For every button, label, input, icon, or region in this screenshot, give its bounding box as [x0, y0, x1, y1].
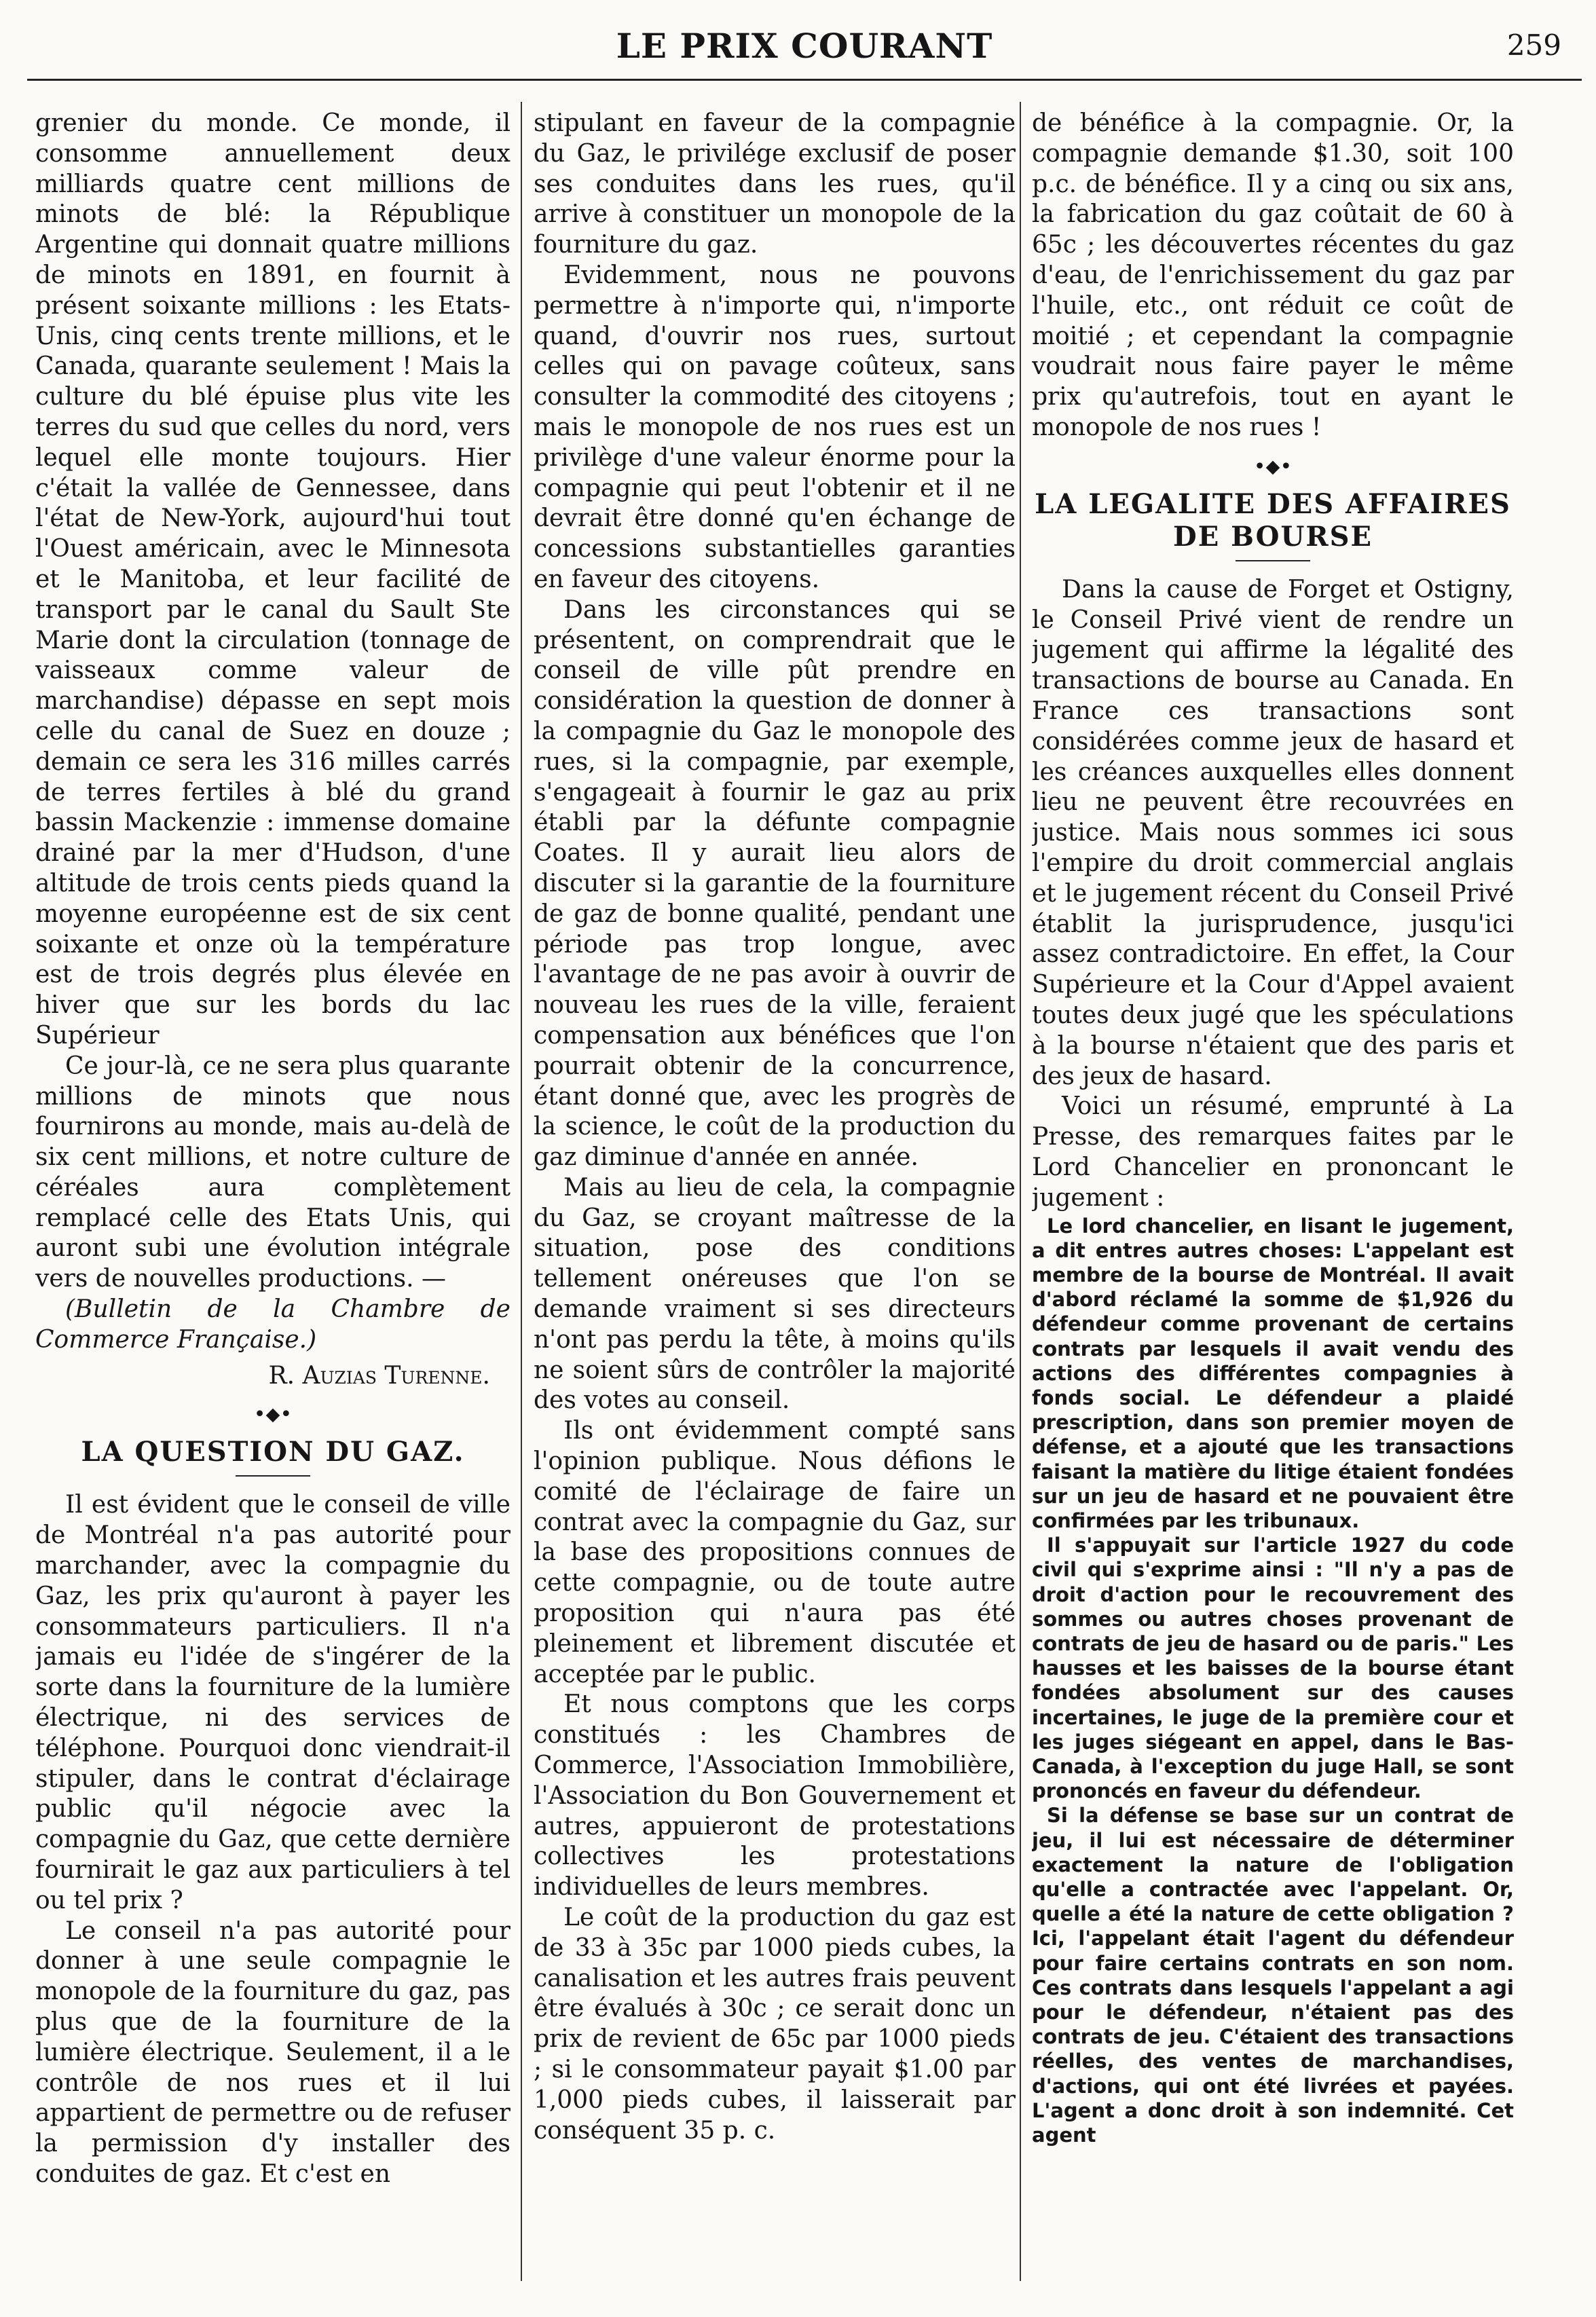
short-rule [1236, 560, 1310, 561]
column-3 [1032, 109, 1514, 2147]
paragraph: Voici un résumé, emprunté à La Presse, des remarques faites par le Lord Chancelier en prononcant le jugement : [1032, 1092, 1514, 1212]
column-1 [35, 109, 511, 2190]
paragraph: Mais au lieu de cela, la compagnie du Gaz, se croyant maîtresse de la situation, pose des conditions tellement onéreuses que l'on se demande vraiment si ses directeurs n'ont pas perdu la tête, à moins qu'ils ne soient sûrs de contrôler la majorité des votes au conseil. [534, 1173, 1016, 1415]
short-rule [236, 1475, 310, 1477]
paragraph: Il s'appuyait sur l'article 1927 du code civil qui s'exprime ainsi : "Il n'y a pas de droit d'action pour le recouvrement des sommes ou autres choses provenant de contrats de jeu de hasard ou de paris." Les hausses et les baisses de la bourse étant fondées absolument sur des causes incertaines, le juge de la première cour et les juges siégeant en appel, dans le Bas-Canada, à l'exception du juge Hall, se sont prononcés en faveur du défendeur. [1032, 1534, 1514, 1803]
column-2 [534, 109, 1016, 2146]
paragraph: de bénéfice à la compagnie. Or, la compagnie demande $1.30, soit 100 p.c. de bénéfice. Il y a cinq ou six ans, la fabrication du gaz coûtait de 60 à 65c ; les découvertes récentes du gaz d'eau, de l'enrichissement du gaz par l'huile, etc., ont réduit ce coût de moitié ; et cependant la compagnie voudrait nous faire payer le même prix qu'autrefois, tout en ayant le monopole de nos rues ! [1032, 109, 1514, 441]
paragraph: Le lord chancelier, en lisant le jugement, a dit entres autres choses: L'appelant est membre de la bourse de Montréal. Il avait d'abord réclamé la somme de $1,926 du défendeur comme provenant de certains contrats par lesquels il avait vendu des actions des différentes compagnies à fonds social. Le défendeur a plaidé prescription, dans son premier moyen de défense, et a ajouté que les transactions faisant la matière du litige étaient fondées sur un jeu de hasard et ne pouvaient être confirmées par les tribunaux. [1032, 1214, 1514, 1532]
column-divider [521, 102, 522, 2281]
author-signature: R. Auzias Turenne. [268, 1361, 490, 1390]
page-header [27, 19, 1582, 67]
source-citation: (Bulletin de la Chambre de Commerce Française.) [35, 1295, 511, 1354]
section-title-gaz: LA QUESTION DU GAZ. [81, 1436, 465, 1468]
paragraph: Evidemment, nous ne pouvons permettre à n'importe qui, n'importe quand, d'ouvrir nos rues, surtout celles qui on pavage coûteux, sans consulter la commodité des citoyens ; mais le monopole de nos rues est un privilège d'une valeur énorme pour la compagnie qui peut l'obtenir et il ne devrait être donné qu'en échange de concessions substantielles garanties en faveur des citoyens. [534, 261, 1016, 593]
paragraph: Dans les circonstances qui se présentent, on comprendrait que le conseil de ville pût prendre en considération la question de donner à la compagnie du Gaz le monopole des rues, si la compagnie, par exemple, s'engageait à fournir le gaz au prix établi par la défunte compagnie Coates. Il y aurait lieu alors de discuter si la garantie de la fourniture de gaz de bonne qualité, pendant une période pas trop longue, avec l'avantage de ne pas avoir à ouvrir de nouveau les rues de la ville, feraient compensation aux bénéfices que l'on pourrait obtenir de la concurrence, étant donné que, avec les progrès de la science, le coût de la production du gaz diminue d'année en année. [534, 595, 1016, 1172]
paragraph: Ce jour-là, ce ne sera plus quarante millions de minots que nous fournirons au monde, mais au-delà de six cent millions, et notre culture de céréales aura complètement remplacé celle des Etats Unis, qui auront subi une évolution intégrale vers de nouvelles productions. — [35, 1052, 511, 1293]
quoted-summary [1032, 1214, 1514, 2148]
ornament-divider: •⬥• [1253, 454, 1293, 479]
header-rule [27, 79, 1582, 81]
journal-title: LE PRIX COURANT [616, 26, 993, 66]
column-divider [1020, 102, 1021, 2281]
paragraph: Et nous comptons que les corps constitués : les Chambres de Commerce, l'Association Immobilière, l'Association du Bon Gouvernement et autres, appuieront de protestations collectives les protestations individuelles de leurs membres. [534, 1690, 1016, 1902]
paragraph: Dans la cause de Forget et Ostigny, le Conseil Privé vient de rendre un jugement qui affirme la légalité des transactions de bourse au Canada. En France ces transactions sont considérées comme jeux de hasard et les créances auxquelles elles donnent lieu ne peuvent être recouvrées en justice. Mais nous sommes ici sous l'empire du droit commercial anglais et le jugement récent du Conseil Privé établit la jurisprudence, jusqu'ici assez contradictoire. En effet, la Cour Supérieure et la Cour d'Appel avaient toutes deux jugé que les spéculations à la bourse n'étaient que des paris et des jeux de hasard. [1032, 575, 1514, 1090]
paragraph: Il est évident que le conseil de ville de Montréal n'a pas autorité pour marchander, avec la compagnie du Gaz, les prix qu'auront à payer les consommateurs particuliers. Il n'a jamais eu l'idée de s'ingérer de la sorte dans la fourniture de la lumière électrique, ni des services de téléphone. Pourquoi donc viendrait-il stipuler, dans le contrat d'éclairage public qu'il négocie avec la compagnie du Gaz, que cette dernière fournirait le gaz aux particuliers à tel ou tel prix ? [35, 1491, 511, 1914]
section-title-bourse: LA LEGALITE DES AFFAIRES DE BOURSE [1035, 487, 1511, 553]
page-number: 259 [1506, 29, 1561, 62]
paragraph: stipulant en faveur de la compagnie du Gaz, le privilége exclusif de poser ses conduites dans les rues, qu'il arrive à constituer un monopole de la fourniture du gaz. [534, 109, 1016, 259]
paragraph: Si la défense se base sur un contrat de jeu, il lui est nécessaire de déterminer exactement la nature de l'obligation qu'elle a contractée avec l'appelant. Or, quelle a été la nature de cette obligation ? Ici, l'appelant était l'agent du défendeur pour faire certains contrats en son nom. Ces contrats dans lesquels l'appelant a agi pour le défendeur, n'étaient pas des contrats de jeu. C'étaient des transactions réelles, des ventes de marchandises, d'actions, qui ont été livrées et payées. L'agent a donc droit à son indemnité. Cet agent [1032, 1804, 1514, 2147]
paragraph: Le conseil n'a pas autorité pour donner à une seule compagnie le monopole de la fourniture du gaz, pas plus que de la fourniture de la lumière électrique. Seulement, il a le contrôle de nos rues et il lui appartient de permettre ou de refuser la permission d'y installer des conduites de gaz. Et c'est en [35, 1916, 511, 2188]
ornament-divider: •⬥• [253, 1403, 293, 1427]
paragraph: grenier du monde. Ce monde, il consomme annuellement deux milliards quatre cent millions de minots de blé: la République Argentine qui donnait quatre millions de minots en 1891, en fournit à présent soixante millions : les Etats-Unis, cinq cents trente millions, et le Canada, quarante seulement ! Mais la culture du blé épuise plus vite les terres du sud que celles du nord, vers lequel elle monte toujours. Hier c'était la vallée de Gennessee, dans l'état de New-York, aujourd'hui tout l'Ouest américain, avec le Minnesota et le Manitoba, et leur facilité de transport par le canal du Sault Ste Marie dont la circulation (tonnage de vaisseaux comme valeur de marchandise) dépasse en sept mois celle du canal de Suez en douze ; demain ce sera les 316 milles carrés de terres fertiles à blé du grand bassin Mackenzie : immense domaine drainé par la mer d'Hudson, d'une altitude de trois cents pieds quand la moyenne européenne est de six cent soixante et onze où la température est de trois degrés plus élevée en hiver que sur les bords du lac Supérieur [35, 109, 511, 1050]
paragraph: Le coût de la production du gaz est de 33 à 35c par 1000 pieds cubes, la canalisation et les autres frais peuvent être évalués à 30c ; ce serait donc un prix de revient de 65c par 1000 pieds ; si le consommateur payait $1.00 par 1,000 pieds cubes, il laisserait par conséquent 35 p. c. [534, 1904, 1016, 2145]
paragraph: Ils ont évidemment compté sans l'opinion publique. Nous défions le comité de l'éclairage de faire un contrat avec la compagnie du Gaz, sur la base des propositions connues de cette compagnie, ou de toute autre proposition qui n'aura pas été pleinement et librement discutée et acceptée par le public. [534, 1417, 1016, 1688]
